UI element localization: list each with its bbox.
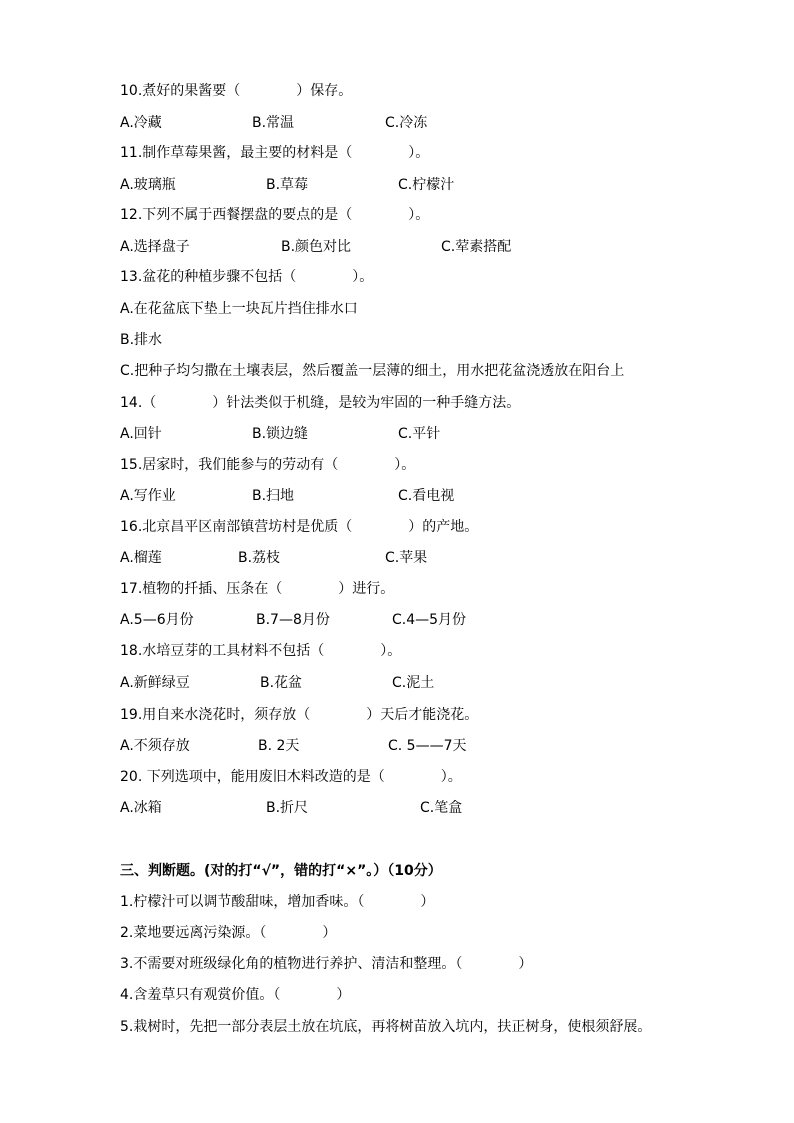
question-17-option-b: B.7—8月份 bbox=[256, 612, 330, 628]
question-15-option-a: A.写作业 bbox=[120, 488, 176, 504]
question-17-option-a: A.5—6月份 bbox=[120, 612, 194, 628]
question-13-option-c: C.把种子均匀撒在土壤表层，然后覆盖一层薄的细土，用水把花盆浇透放在阳台上 bbox=[120, 363, 625, 379]
question-16-option-a: A.榴莲 bbox=[120, 550, 162, 566]
question-18-option-b: B.花盆 bbox=[260, 675, 303, 691]
question-10-option-b: B.常温 bbox=[252, 115, 295, 131]
question-19-option-a: A.不须存放 bbox=[120, 738, 190, 754]
question-18-stem: 18.水培豆芽的工具材料不包括（ ）。 bbox=[120, 643, 402, 659]
question-12-stem: 12.下列不属于西餐摆盘的要点的是（ ）。 bbox=[120, 207, 430, 223]
question-13-option-a: A.在花盆底下垫上一块瓦片挡住排水口 bbox=[120, 301, 358, 317]
question-11-option-b: B.草莓 bbox=[266, 177, 309, 193]
question-15-stem: 15.居家时，我们能参与的劳动有（ ）。 bbox=[120, 457, 416, 473]
question-10-option-a: A.冷藏 bbox=[120, 115, 162, 131]
question-13-option-b: B.排水 bbox=[120, 332, 163, 348]
judgment-item-3: 3.不需要对班级绿化角的植物进行养护、清洁和整理。（ ） bbox=[120, 956, 533, 972]
question-20-option-c: C.笔盒 bbox=[420, 800, 463, 816]
question-11-option-a: A.玻璃瓶 bbox=[120, 177, 176, 193]
question-19-option-b: B. 2天 bbox=[258, 738, 300, 754]
judgment-item-2: 2.菜地要远离污染源。（ ） bbox=[120, 925, 337, 941]
question-20-option-a: A.冰箱 bbox=[120, 800, 162, 816]
question-10-option-c: C.冷冻 bbox=[385, 115, 428, 131]
question-11-stem: 11.制作草莓果酱，最主要的材料是（ ）。 bbox=[120, 145, 430, 161]
judgment-item-5: 5.栽树时，先把一部分表层土放在坑底，再将树苗放入坑内，扶正树身，使根须舒展。 bbox=[120, 1019, 652, 1035]
question-12-option-b: B.颜色对比 bbox=[281, 239, 352, 255]
question-15-option-c: C.看电视 bbox=[398, 488, 455, 504]
judgment-item-1: 1.柠檬汁可以调节酸甜味，增加香味。（ ） bbox=[120, 894, 435, 910]
question-18-option-a: A.新鲜绿豆 bbox=[120, 675, 190, 691]
question-14-stem: 14.（ ）针法类似于机缝，是较为牢固的一种手缝方法。 bbox=[120, 395, 521, 411]
question-11-option-c: C.柠檬汁 bbox=[398, 177, 455, 193]
question-19-stem: 19.用自来水浇花时，须存放（ ）天后才能浇花。 bbox=[120, 707, 479, 723]
question-19-option-c: C. 5——7天 bbox=[388, 738, 467, 754]
question-14-option-c: C.平针 bbox=[398, 426, 441, 442]
question-14-option-b: B.锁边缝 bbox=[252, 426, 309, 442]
question-16-option-c: C.苹果 bbox=[385, 550, 428, 566]
question-12-option-a: A.选择盘子 bbox=[120, 239, 190, 255]
question-18-option-c: C.泥土 bbox=[392, 675, 435, 691]
question-16-stem: 16.北京昌平区南部镇营坊村是优质（ ）的产地。 bbox=[120, 519, 479, 535]
question-10-stem: 10.煮好的果酱要（ ）保存。 bbox=[120, 83, 353, 99]
question-16-option-b: B.荔枝 bbox=[238, 550, 281, 566]
question-17-option-c: C.4—5月份 bbox=[392, 612, 467, 628]
question-17-stem: 17.植物的扦插、压条在（ ）进行。 bbox=[120, 581, 395, 597]
section-3-heading: 三、判断题。(对的打“√”，错的打“×”。）（10分） bbox=[120, 863, 442, 879]
question-13-stem: 13.盆花的种植步骤不包括（ ）。 bbox=[120, 269, 374, 285]
question-20-stem: 20. 下列选项中，能用废旧木料改造的是（ ）。 bbox=[120, 769, 462, 785]
question-12-option-c: C.荤素搭配 bbox=[441, 239, 512, 255]
question-15-option-b: B.扫地 bbox=[252, 488, 295, 504]
question-20-option-b: B.折尺 bbox=[266, 800, 309, 816]
question-14-option-a: A.回针 bbox=[120, 426, 162, 442]
judgment-item-4: 4.含羞草只有观赏价值。（ ） bbox=[120, 987, 351, 1003]
